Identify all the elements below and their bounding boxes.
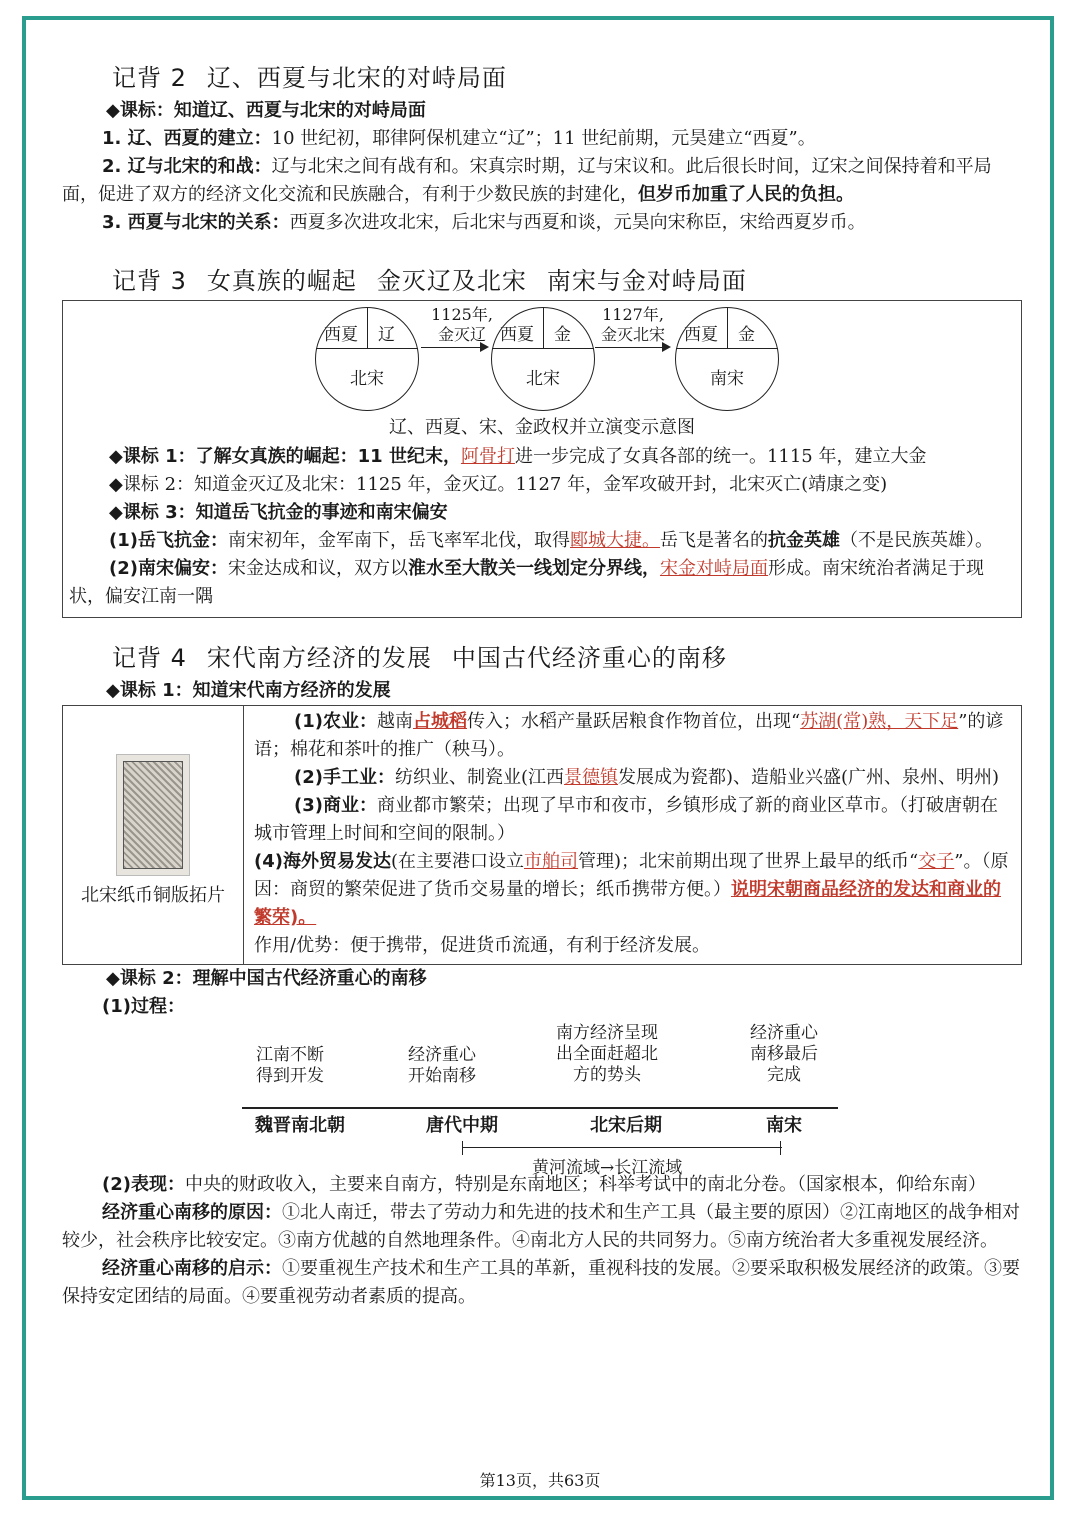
diagram-caption: 辽、西夏、宋、金政权并立演变示意图 — [389, 417, 695, 438]
s2-standard: ◆课标：知道辽、西夏与北宋的对峙局面 — [106, 100, 426, 121]
tl-period-1: 魏晋南北朝 — [255, 1115, 345, 1136]
s2-point2: 2. 辽与北宋的和战：辽与北宋之间有战有和。宋真宗时期，辽与宋议和。此后很长时间，辽宋之间保持着和平局面，促进了双方的经济文化交流和民族融合，有利于少数民族的封建化，但岁币加重了人民的负担。 — [62, 156, 992, 205]
arrow1 — [421, 347, 487, 348]
economy-table — [62, 705, 1022, 965]
s3-standard3: ◆课标 3：知道岳飞抗金的事迹和南宋偏安 — [109, 502, 448, 523]
tl-stage-3: 南方经济呈现 出全面赶超北 方的势头 — [556, 1023, 658, 1085]
s3-southern-song: (2)南宋偏安：宋金达成和议，双方以淮水至大散关一线划定分界线，宋金对峙局面形成。南宋统治者满足于现状，偏安江南一隅 — [69, 558, 984, 607]
arrow2 — [595, 347, 669, 348]
manifestation: (2)表现：中央的财政收入，主要来自南方，特别是东南地区；科举考试中的南北分卷。（国家根本，仰给东南） — [102, 1174, 986, 1195]
tl-period-4: 南宋 — [766, 1115, 802, 1136]
s2-point3: 3. 西夏与北宋的关系：西夏多次进攻北宋，后北宋与西夏和谈，元昊向宋称臣，宋给西夏岁币。 — [102, 212, 866, 233]
s4-standard1: ◆课标 1：知道宋代南方经济的发展 — [106, 680, 391, 701]
s3-box — [62, 300, 1022, 618]
s3-yuefei: (1)岳飞抗金：南宋初年，金军南下，岳飞率军北伐，取得郾城大捷。岳飞是著名的抗金英雄（不是民族英雄）。 — [109, 530, 993, 551]
handicraft: (2)手工业：纺织业、制瓷业(江西景德镇发展成为瓷都)、造船业兴盛(广州、泉州、明州) — [294, 767, 1000, 788]
tl-period-3: 北宋后期 — [590, 1115, 662, 1136]
section3-title: 记背 3 女真族的崛起 金灭辽及北宋 南宋与金对峙局面 — [112, 267, 747, 295]
page-number: 第13页，共63页 — [479, 1471, 601, 1490]
tl-axis — [242, 1107, 838, 1109]
shift-lessons: 经济重心南移的启示：①要重视生产技术和生产工具的革新，重视科技的发展。②要采取积极发展经济的政策。③要保持安定团结的局面。④要重视劳动者素质的提高。 — [62, 1258, 1020, 1307]
tl-stage-4: 经济重心 南移最后 完成 — [750, 1023, 818, 1085]
process-label: (1)过程： — [102, 996, 185, 1017]
circle-northern-song-jin: 西夏 金 北宋 — [491, 307, 595, 411]
section4-title: 记背 4 宋代南方经济的发展 中国古代经济重心的南移 — [112, 644, 727, 672]
tl-stage-2: 经济重心 开始南移 — [408, 1045, 476, 1086]
circle-southern-song-jin: 西夏 金 南宋 — [675, 307, 779, 411]
commerce: (3)商业：商业都市繁荣；出现了早市和夜市，乡镇形成了新的商业区草市。（打破唐朝在城市管理上时间和空间的限制。） — [254, 795, 998, 844]
tl-period-2: 唐代中期 — [426, 1115, 498, 1136]
tl-range-label: 黄河流域→长江流域 — [532, 1158, 683, 1178]
banknote-cell — [63, 706, 244, 964]
banknote-image — [116, 754, 190, 876]
s3-standard2: ◆课标 2：知道金灭辽及北宋：1125 年，金灭辽。1127 年，金军攻破开封，北宋灭亡(靖康之变) — [109, 474, 888, 495]
shift-timeline — [242, 1021, 1022, 1178]
regime-diagram — [69, 305, 1015, 413]
arrow2-label: 1127年, 金灭北宋 — [600, 305, 665, 344]
section2-title: 记背 2 辽、西夏与北宋的对峙局面 — [112, 64, 507, 92]
s3-standard1: ◆课标 1：了解女真族的崛起：11 世纪末，阿骨打进一步完成了女真各部的统一。1115 年，建立大金 — [109, 446, 927, 467]
economy-details — [244, 706, 1021, 964]
agriculture: (1)农业：越南占城稻传入；水稻产量跃居粮食作物首位，出现“苏湖(常)熟，天下足”的谚语；棉花和茶叶的推广（秧马）。 — [254, 711, 1004, 760]
arrow1-label: 1125年, 金灭辽 — [431, 305, 493, 344]
tl-range-bar — [462, 1147, 782, 1148]
circle-northern-song-liao: 西夏 辽 北宋 — [315, 307, 419, 411]
s4-standard2: ◆课标 2：理解中国古代经济重心的南移 — [106, 968, 427, 989]
page-content — [62, 58, 1022, 1311]
foreign-trade: (4)海外贸易发达(在主要港口设立市舶司管理)；北宋前期出现了世界上最早的纸币“交子”。（原因：商贸的繁荣促进了货币交易量的增长；纸币携带方便。）说明宋朝商品经济的发达和商业的繁荣)。 — [254, 851, 1009, 928]
shift-reasons: 经济重心南移的原因：①北人南迁，带去了劳动力和先进的技术和生产工具（最主要的原因）②江南地区的战争相对较少，社会秩序比较安定。③南方优越的自然地理条件。④南北方人民的共同努力。⑤南方统治者大多重视发展经济。 — [62, 1202, 1020, 1251]
s2-point1: 1. 辽、西夏的建立：10 世纪初，耶律阿保机建立“辽”；11 世纪前期，元昊建立“西夏”。 — [102, 128, 816, 149]
paper-money-effect: 作用/优势：便于携带，促进货币流通，有利于经济发展。 — [254, 935, 711, 956]
banknote-caption: 北宋纸币铜版拓片 — [81, 885, 225, 906]
tl-stage-1: 江南不断 得到开发 — [256, 1045, 324, 1086]
